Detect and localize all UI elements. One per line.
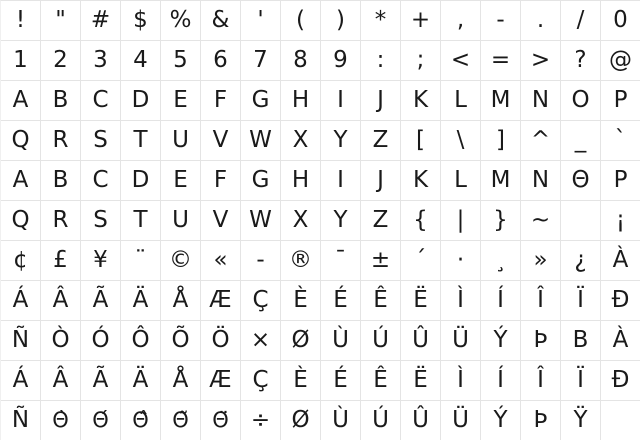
glyph-cell: Í [481,281,521,321]
glyph-cell: 7 [241,41,281,81]
glyph-cell: } [481,201,521,241]
glyph-cell: Q [1,201,41,241]
glyph-cell: K [401,161,441,201]
glyph-cell: Θ̂ [121,401,161,440]
glyph-cell: Θ [561,161,601,201]
glyph-cell: ± [361,241,401,281]
glyph-cell: V [201,201,241,241]
glyph-cell: Â [41,361,81,401]
glyph-cell: $ [121,1,161,41]
glyph-cell: S [81,201,121,241]
glyph-cell: \ [441,121,481,161]
glyph-cell: E [161,81,201,121]
glyph-cell: ¡ [601,201,640,241]
glyph-cell: ~ [521,201,561,241]
glyph-cell: Ò [41,321,81,361]
glyph-cell: E [161,161,201,201]
glyph-cell: C [81,81,121,121]
glyph-cell: ! [1,1,41,41]
glyph-cell: * [361,1,401,41]
glyph-cell: G [241,161,281,201]
glyph-cell: Í [481,361,521,401]
glyph-cell: ` [601,121,640,161]
glyph-cell: F [201,161,241,201]
glyph-cell: Î [521,361,561,401]
glyph-cell: { [401,201,441,241]
glyph-cell: Ì [441,361,481,401]
glyph-cell: Û [401,321,441,361]
glyph-cell: É [321,361,361,401]
glyph-cell: Å [161,281,201,321]
glyph-cell: ; [401,41,441,81]
glyph-cell: Θ̃ [161,401,201,440]
glyph-cell: R [41,201,81,241]
glyph-cell: ¸ [481,241,521,281]
glyph-cell: D [121,161,161,201]
glyph-cell: ? [561,41,601,81]
glyph-cell: Ý [481,401,521,440]
glyph-cell: U [161,201,201,241]
glyph-cell: 9 [321,41,361,81]
glyph-cell: Þ [521,321,561,361]
glyph-cell: ® [281,241,321,281]
glyph-cell: Ú [361,401,401,440]
glyph-cell: B [561,321,601,361]
glyph-cell: H [281,81,321,121]
glyph-cell: N [521,81,561,121]
glyph-cell: Â [41,281,81,321]
glyph-cell: H [281,161,321,201]
glyph-cell: Θ́ [81,401,121,440]
glyph-cell: X [281,201,321,241]
glyph-cell: Ñ [1,401,41,440]
glyph-cell: Ë [401,281,441,321]
glyph-cell: L [441,161,481,201]
glyph-cell: Ÿ [561,401,601,440]
glyph-cell: A [1,161,41,201]
glyph-cell: ¢ [1,241,41,281]
glyph-cell: À [601,321,640,361]
glyph-cell: ÷ [241,401,281,440]
glyph-cell: × [241,321,281,361]
glyph-cell: Ï [561,281,601,321]
glyph-cell: È [281,281,321,321]
glyph-cell: © [161,241,201,281]
glyph-cell: ] [481,121,521,161]
glyph-cell: ^ [521,121,561,161]
glyph-cell: Θ̀ [41,401,81,440]
glyph-cell: Ê [361,281,401,321]
glyph-cell: ¯ [321,241,361,281]
glyph-cell: J [361,81,401,121]
glyph-cell: Ú [361,321,401,361]
glyph-cell: Ü [441,401,481,440]
glyph-cell: | [441,201,481,241]
glyph-cell: , [441,1,481,41]
glyph-cell: X [281,121,321,161]
empty-cell [601,401,640,440]
glyph-cell: < [441,41,481,81]
glyph-cell: Ç [241,361,281,401]
glyph-cell: S [81,121,121,161]
glyph-cell: Ó [81,321,121,361]
glyph-cell: ¥ [81,241,121,281]
glyph-cell: È [281,361,321,401]
glyph-cell: Ã [81,361,121,401]
glyph-cell: Ý [481,321,521,361]
glyph-cell: Û [401,401,441,440]
glyph-cell: I [321,161,361,201]
glyph-cell: W [241,201,281,241]
glyph-cell: R [41,121,81,161]
glyph-cell: Ã [81,281,121,321]
glyph-cell: ´ [401,241,441,281]
glyph-cell: Õ [161,321,201,361]
glyph-cell: Ä [121,281,161,321]
glyph-cell: N [521,161,561,201]
glyph-cell: P [601,161,640,201]
glyph-cell: D [121,81,161,121]
glyph-cell: Y [321,201,361,241]
glyph-cell: ( [281,1,321,41]
glyph-cell: L [441,81,481,121]
glyph-cell: Ø [281,401,321,440]
glyph-cell: Þ [521,401,561,440]
glyph-cell: Æ [201,361,241,401]
glyph-cell: Ð [601,281,640,321]
glyph-cell: Z [361,121,401,161]
glyph-cell: # [81,1,121,41]
glyph-cell: ) [321,1,361,41]
glyph-cell: · [441,241,481,281]
glyph-cell: Ö [201,321,241,361]
glyph-cell: > [521,41,561,81]
glyph-cell: Î [521,281,561,321]
glyph-cell: & [201,1,241,41]
glyph-cell: Z [361,201,401,241]
glyph-cell: @ [601,41,640,81]
glyph-cell: K [401,81,441,121]
glyph-cell: 2 [41,41,81,81]
glyph-cell: 6 [201,41,241,81]
glyph-cell: 8 [281,41,321,81]
glyph-cell: ¿ [561,241,601,281]
glyph-cell: + [401,1,441,41]
glyph-cell: " [41,1,81,41]
glyph-cell: £ [41,241,81,281]
glyph-cell: Á [1,361,41,401]
glyph-cell: » [521,241,561,281]
glyph-cell: . [521,1,561,41]
glyph-cell: I [321,81,361,121]
glyph-cell: Ø [281,321,321,361]
glyph-cell: Ñ [1,321,41,361]
glyph-cell: Æ [201,281,241,321]
glyph-cell: Å [161,361,201,401]
glyph-cell: A [1,81,41,121]
glyph-cell: Ð [601,361,640,401]
glyph-cell: G [241,81,281,121]
glyph-cell: ¨ [121,241,161,281]
glyph-cell: % [161,1,201,41]
glyph-cell: « [201,241,241,281]
glyph-cell: : [361,41,401,81]
glyph-cell: V [201,121,241,161]
glyph-cell: = [481,41,521,81]
glyph-cell: Ï [561,361,601,401]
glyph-cell: U [161,121,201,161]
glyph-cell: 4 [121,41,161,81]
glyph-cell: Ù [321,321,361,361]
glyph-cell: Q [1,121,41,161]
glyph-cell: F [201,81,241,121]
glyph-cell: Θ̈ [201,401,241,440]
glyph-cell: M [481,81,521,121]
glyph-cell: Ä [121,361,161,401]
glyph-cell: Ë [401,361,441,401]
glyph-cell: Ù [321,401,361,440]
glyph-cell: - [241,241,281,281]
glyph-cell: 3 [81,41,121,81]
glyph-cell: B [41,161,81,201]
glyph-cell: W [241,121,281,161]
glyph-cell: _ [561,121,601,161]
glyph-cell: 0 [601,1,640,41]
glyph-cell: 5 [161,41,201,81]
glyph-cell: Y [321,121,361,161]
glyph-cell: Ì [441,281,481,321]
glyph-cell: / [561,1,601,41]
glyph-cell: À [601,241,640,281]
glyph-cell: - [481,1,521,41]
glyph-cell: Á [1,281,41,321]
glyph-cell: É [321,281,361,321]
glyph-cell: M [481,161,521,201]
glyph-cell: J [361,161,401,201]
glyph-cell: P [601,81,640,121]
glyph-cell: 1 [1,41,41,81]
glyph-cell: Ê [361,361,401,401]
glyph-cell: T [121,201,161,241]
glyph-cell: Ô [121,321,161,361]
glyph-cell: O [561,81,601,121]
glyph-cell: Ç [241,281,281,321]
empty-cell [561,201,601,241]
glyph-cell: C [81,161,121,201]
glyph-cell: ' [241,1,281,41]
glyph-cell: T [121,121,161,161]
glyph-cell: [ [401,121,441,161]
glyph-cell: Ü [441,321,481,361]
glyph-cell: B [41,81,81,121]
